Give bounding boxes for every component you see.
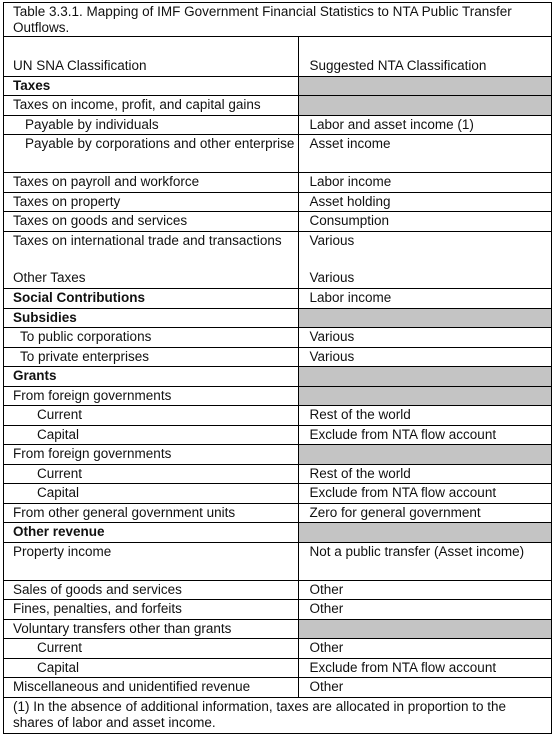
- table-row: [4, 386, 551, 406]
- table-row: [4, 406, 551, 426]
- table-row: [4, 347, 551, 367]
- un-sna-cell: To public corporations: [4, 328, 298, 348]
- un-sna-cell: Sales of goods and services: [4, 580, 298, 600]
- table-row: [4, 212, 551, 232]
- nta-cell: Asset holding: [298, 192, 551, 212]
- un-sna-cell: Property income: [4, 542, 298, 580]
- un-sna-cell: Taxes: [4, 76, 298, 96]
- un-sna-cell: Taxes on goods and services: [4, 212, 298, 232]
- un-sna-cell: Current: [4, 464, 298, 484]
- nta-cell: [298, 96, 551, 116]
- nta-cell: Various: [298, 269, 551, 289]
- un-sna-cell: Other revenue: [4, 523, 298, 543]
- nta-cell: Other: [298, 580, 551, 600]
- table-row: [4, 484, 551, 504]
- table-caption: Table 3.3.1. Mapping of IMF Government Financial Statistics to NTA Public Transfer Outflows.: [4, 2, 551, 37]
- un-sna-cell: To private enterprises: [4, 347, 298, 367]
- nta-cell: [298, 76, 551, 96]
- table-row: [4, 328, 551, 348]
- table-row: [4, 445, 551, 465]
- table-row: [4, 173, 551, 193]
- table-row: [4, 425, 551, 445]
- table-row: [4, 192, 551, 212]
- nta-cell: [298, 386, 551, 406]
- nta-cell: Various: [298, 231, 551, 269]
- nta-cell: Labor income: [298, 289, 551, 309]
- un-sna-cell: Voluntary transfers other than grants: [4, 619, 298, 639]
- table-row: [4, 523, 551, 543]
- table-row: [4, 115, 551, 135]
- table-row: [4, 503, 551, 523]
- nta-cell: [298, 445, 551, 465]
- nta-cell: [298, 367, 551, 387]
- table-row: [4, 76, 551, 96]
- un-sna-cell: Subsidies: [4, 308, 298, 328]
- table-body: [4, 37, 551, 697]
- un-sna-cell: Taxes on income, profit, and capital gains: [4, 96, 298, 116]
- un-sna-cell: Grants: [4, 367, 298, 387]
- nta-cell: Various: [298, 347, 551, 367]
- nta-cell: Other: [298, 678, 551, 698]
- nta-cell: Zero for general government: [298, 503, 551, 523]
- header-nta: Suggested NTA Classification: [298, 37, 551, 76]
- nta-cell: [298, 619, 551, 639]
- table-row: [4, 580, 551, 600]
- table-footnote: (1) In the absence of additional information, taxes are allocated in proportion to the shares of labor and asset income.: [4, 698, 551, 734]
- un-sna-cell: Taxes on property: [4, 192, 298, 212]
- un-sna-cell: Capital: [4, 484, 298, 504]
- nta-cell: Exclude from NTA flow account: [298, 425, 551, 445]
- un-sna-cell: Payable by individuals: [4, 115, 298, 135]
- nta-cell: Consumption: [298, 212, 551, 232]
- nta-cell: Asset income: [298, 135, 551, 173]
- nta-cell: Rest of the world: [298, 406, 551, 426]
- document-table-container: [3, 2, 552, 734]
- table-row: [4, 135, 551, 173]
- un-sna-cell: Capital: [4, 425, 298, 445]
- nta-cell: Labor income: [298, 173, 551, 193]
- table-row: [4, 678, 551, 698]
- un-sna-cell: From foreign governments: [4, 445, 298, 465]
- un-sna-cell: Taxes on international trade and transactions: [13, 232, 282, 248]
- table-row: [4, 231, 551, 269]
- nta-cell: [298, 308, 551, 328]
- table-row: [4, 464, 551, 484]
- un-sna-cell: From other general government units: [4, 503, 298, 523]
- table-row: [4, 542, 551, 580]
- nta-cell: Various: [298, 328, 551, 348]
- header-un-sna: UN SNA Classification: [4, 37, 298, 76]
- un-sna-cell: Capital: [4, 658, 298, 678]
- classification-table: [4, 37, 551, 698]
- nta-cell: Other: [298, 600, 551, 620]
- nta-cell: Other: [298, 639, 551, 659]
- table-row: [4, 658, 551, 678]
- table-row: [4, 367, 551, 387]
- un-sna-cell: Other Taxes: [4, 269, 298, 289]
- header-row: [4, 37, 551, 76]
- un-sna-cell: Social Contributions: [4, 289, 298, 309]
- un-sna-cell: Taxes on payroll and workforce: [4, 173, 298, 193]
- table-row: [4, 619, 551, 639]
- nta-cell: [298, 523, 551, 543]
- nta-cell: Exclude from NTA flow account: [298, 658, 551, 678]
- nta-cell: Rest of the world: [298, 464, 551, 484]
- nta-cell: Not a public transfer (Asset income): [298, 542, 551, 580]
- table-row: [4, 600, 551, 620]
- table-row: [4, 269, 551, 289]
- table-row: [4, 639, 551, 659]
- un-sna-cell: Miscellaneous and unidentified revenue: [4, 678, 298, 698]
- table-row: [4, 308, 551, 328]
- table-row: [4, 96, 551, 116]
- nta-cell: Labor and asset income (1): [298, 115, 551, 135]
- un-sna-cell: Payable by corporations and other enterprise: [4, 135, 298, 173]
- nta-cell: Exclude from NTA flow account: [298, 484, 551, 504]
- table-row: [4, 289, 551, 309]
- un-sna-cell: Current: [4, 639, 298, 659]
- un-sna-cell: Current: [4, 406, 298, 426]
- un-sna-cell: From foreign governments: [4, 386, 298, 406]
- un-sna-cell: Fines, penalties, and forfeits: [4, 600, 298, 620]
